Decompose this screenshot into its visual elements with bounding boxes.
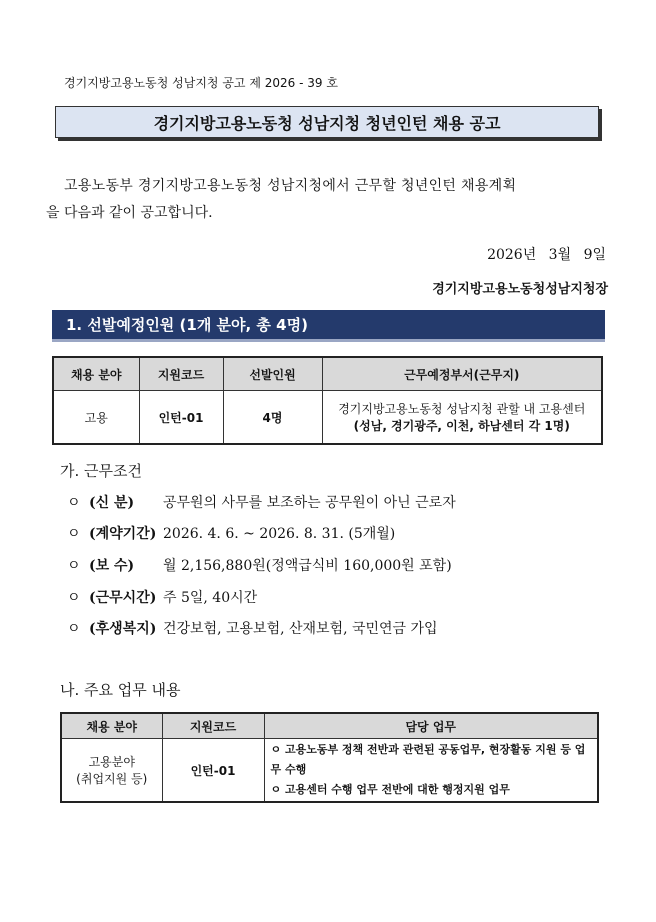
bullet-marker: ㅇ bbox=[67, 590, 81, 606]
bullet-marker: ㅇ bbox=[67, 621, 81, 637]
dept-line-2: (성남, 경기광주, 이천, 하남센터 각 1명) bbox=[353, 419, 570, 433]
header-code: 지원코드 bbox=[139, 357, 223, 391]
signer: 경기지방고용노동청성남지청장 bbox=[432, 282, 608, 297]
cell-code: 인턴-01 bbox=[162, 739, 264, 803]
cell-dept bbox=[322, 391, 602, 445]
bullet-marker: ㅇ bbox=[67, 558, 81, 574]
task-item: ㅇ 고용센터 수행 업무 전반에 대한 행정지원 업무 bbox=[270, 783, 510, 796]
condition-label: (신 분) bbox=[89, 495, 135, 511]
task-item: ㅇ 고용노동부 정책 전반과 관련된 공동업무, 현장활동 지원 등 업무 수행 bbox=[270, 743, 586, 776]
header-field: 채용 분야 bbox=[53, 357, 139, 391]
intro-line-2: 을 다음과 같이 공고합니다. bbox=[46, 205, 213, 221]
condition-value: 주 5일, 40시간 bbox=[163, 590, 258, 606]
condition-value: 월 2,156,880원(정액급식비 160,000원 포함) bbox=[163, 558, 452, 574]
table-row bbox=[61, 739, 598, 803]
condition-label: (근무시간) bbox=[89, 590, 157, 606]
bullet-marker: ㅇ bbox=[67, 495, 81, 511]
header-tasks: 담당 업무 bbox=[264, 713, 598, 739]
intro-line-1: 고용노동부 경기지방고용노동청 성남지청에서 근무할 청년인턴 채용계획 bbox=[64, 178, 517, 194]
header-code: 지원코드 bbox=[162, 713, 264, 739]
duties-heading: 나. 주요 업무 내용 bbox=[60, 681, 181, 699]
condition-value: 건강보험, 고용보험, 산재보험, 국민연금 가입 bbox=[163, 621, 438, 637]
bullet-marker: ㅇ bbox=[67, 526, 81, 542]
recruitment-table bbox=[52, 356, 603, 445]
condition-label: (보 수) bbox=[89, 558, 135, 574]
table-row bbox=[53, 391, 602, 445]
field-line-1: 고용분야 bbox=[88, 755, 135, 769]
condition-label: (후생복지) bbox=[89, 621, 157, 637]
cell-field: 고용 bbox=[53, 391, 139, 445]
cell-code: 인턴-01 bbox=[139, 391, 223, 445]
notice-number: 경기지방고용노동청 성남지청 공고 제 2026 - 39 호 bbox=[64, 76, 338, 90]
section-bar-shadow bbox=[52, 339, 605, 342]
header-dept: 근무예정부서(근무지) bbox=[322, 357, 602, 391]
cell-field bbox=[61, 739, 162, 803]
condition-value: 공무원의 사무를 보조하는 공무원이 아닌 근로자 bbox=[163, 495, 456, 511]
header-count: 선발인원 bbox=[223, 357, 322, 391]
condition-value: 2026. 4. 6. ~ 2026. 8. 31. (5개월) bbox=[163, 526, 396, 542]
condition-item bbox=[67, 555, 452, 575]
intro-paragraph bbox=[46, 173, 612, 227]
condition-item bbox=[67, 492, 456, 512]
field-line-2: (취업지원 등) bbox=[76, 772, 148, 786]
conditions-heading: 가. 근무조건 bbox=[60, 462, 142, 480]
condition-label: (계약기간) bbox=[89, 526, 157, 542]
condition-item bbox=[67, 523, 395, 543]
condition-item bbox=[67, 618, 438, 638]
document-title: 경기지방고용노동청 성남지청 청년인턴 채용 공고 bbox=[55, 106, 599, 138]
header-field: 채용 분야 bbox=[61, 713, 162, 739]
cell-count: 4명 bbox=[223, 391, 322, 445]
condition-item bbox=[67, 587, 257, 607]
dept-line-1: 경기지방고용노동청 성남지청 관할 내 고용센터 bbox=[338, 402, 586, 416]
section-1-title: 1. 선발예정인원 (1개 분야, 총 4명) bbox=[52, 310, 605, 339]
cell-tasks bbox=[264, 739, 598, 803]
duties-table bbox=[60, 712, 599, 803]
notice-date: 2026년 3월 9일 bbox=[487, 247, 606, 263]
